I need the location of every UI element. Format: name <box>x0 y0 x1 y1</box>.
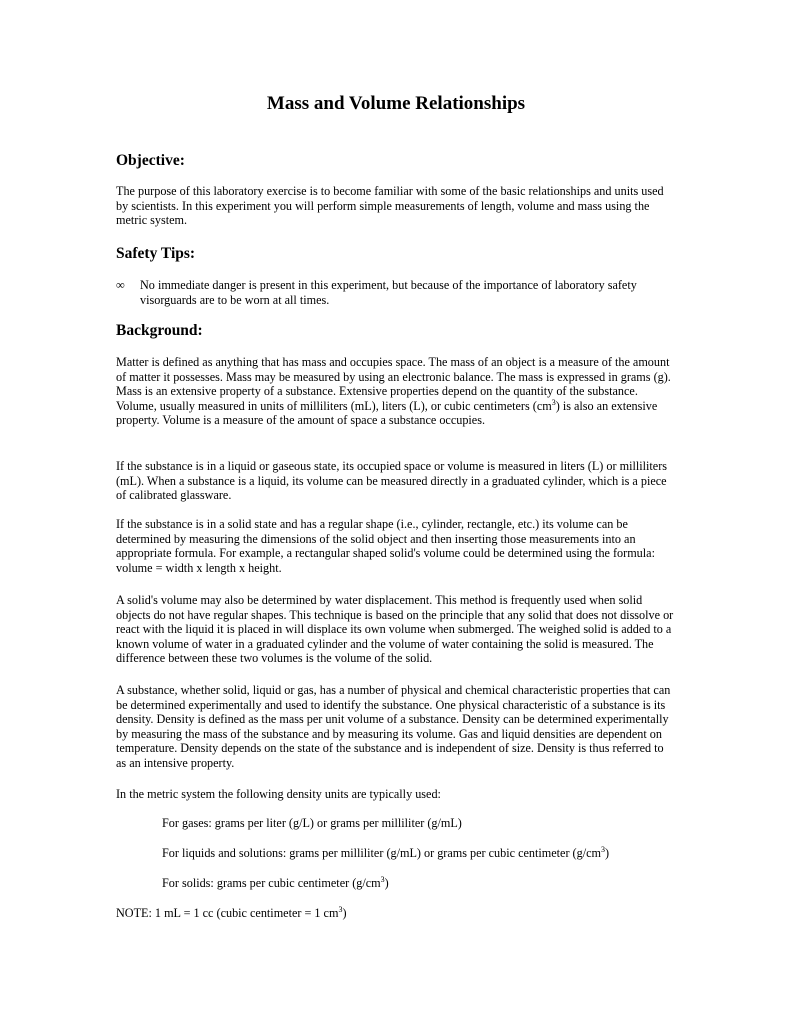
document-title: Mass and Volume Relationships <box>266 93 526 114</box>
density-units-solids: For solids: grams per cubic centimeter $(g/cm^3)$ <box>162 874 389 890</box>
background-heading: Background: <box>116 322 203 339</box>
background-paragraph-6: In the metric system the following density units are typically used: <box>116 787 441 801</box>
background-paragraph-2: If the substance is in a liquid or gaseous state, its occupied space or volume is measured in liters (L) or milliliters (mL). When a substance is a liquid, its volume can be measured directly in a graduated cylinder, which is a piece of calibrated glassware. <box>116 459 668 503</box>
density-units-gases: For gases: grams per liter (g/L) or grams per milliliter (g/mL) <box>162 816 462 830</box>
background-paragraph-5: A substance, whether solid, liquid or gas, has a number of physical and chemical characteristic properties that can be determined experimentally and used to identify the substance. One physical characteristic of a substance is its density. Density is defined as the mass per unit volume of a substance. Density can be determined experimentally by measuring the mass of the substance and by measuring its volume. Gas and liquid densities are dependent on temperature. Density depends on the state of the substance and is independent of size. Density is thus referred to as an intensive property. <box>116 683 671 770</box>
objective-paragraph: The purpose of this laboratory exercise is to become familiar with some of the basic relationships and units used by scientists. In this experiment you will perform simple measurements of length, volume and mass using the metric system. <box>116 184 664 228</box>
background-paragraph-4: A solid's volume may also be determined by water displacement. This method is frequently used when solid objects do not have regular shapes. This technique is based on the principle that any solid that does not dissolve or react with the liquid it is placed in will displace its own volume when submerged. The weighed solid is added to a known volume of water in a graduated cylinder and the volume of water containing the solid is measured. The difference between these two volumes is the volume of the solid. <box>116 593 674 666</box>
note-line: NOTE: 1 mL = 1 cc (cubic centimeter = 1 $cm^3$) <box>116 904 347 920</box>
density-units-liquids: For liquids and solutions: grams per milliliter (g/mL) or grams per cubic centimeter $(g/cm^3)$ <box>162 844 610 860</box>
safety-heading: Safety Tips: <box>116 245 196 262</box>
safety-bullet-text: No immediate danger is present in this experiment, but because of the importance of laboratory safety visorguards are to be worn at all times. <box>140 278 637 307</box>
background-paragraph-3: If the substance is in a solid state and has a regular shape (i.e., cylinder, rectangle, etc.) its volume can be determined by measuring the dimensions of the solid object and then inserting those measurements into an appropriate formula. For example, a rectangular shaped solid's volume could be determined using the formula: volume = width x length x height. <box>116 517 655 575</box>
objective-heading: Objective: <box>116 152 185 169</box>
background-paragraph-1: Matter is defined as anything that has mass and occupies space. The mass of an object is a measure of the amount of matter it possesses. Mass may be measured by using an electronic balance. The mass is expressed in grams (g). Mass is an extensive property of a substance. Extensive properties depend on the quantity of the substance. Volume, usually measured in units of milliliters (mL), liters (L), or cubic centimeters $(cm^3)$ is also an extensive property. Volume is a measure of the amount of space a substance occupies. <box>116 355 671 428</box>
infinity-bullet-icon: ∞ <box>116 278 125 292</box>
